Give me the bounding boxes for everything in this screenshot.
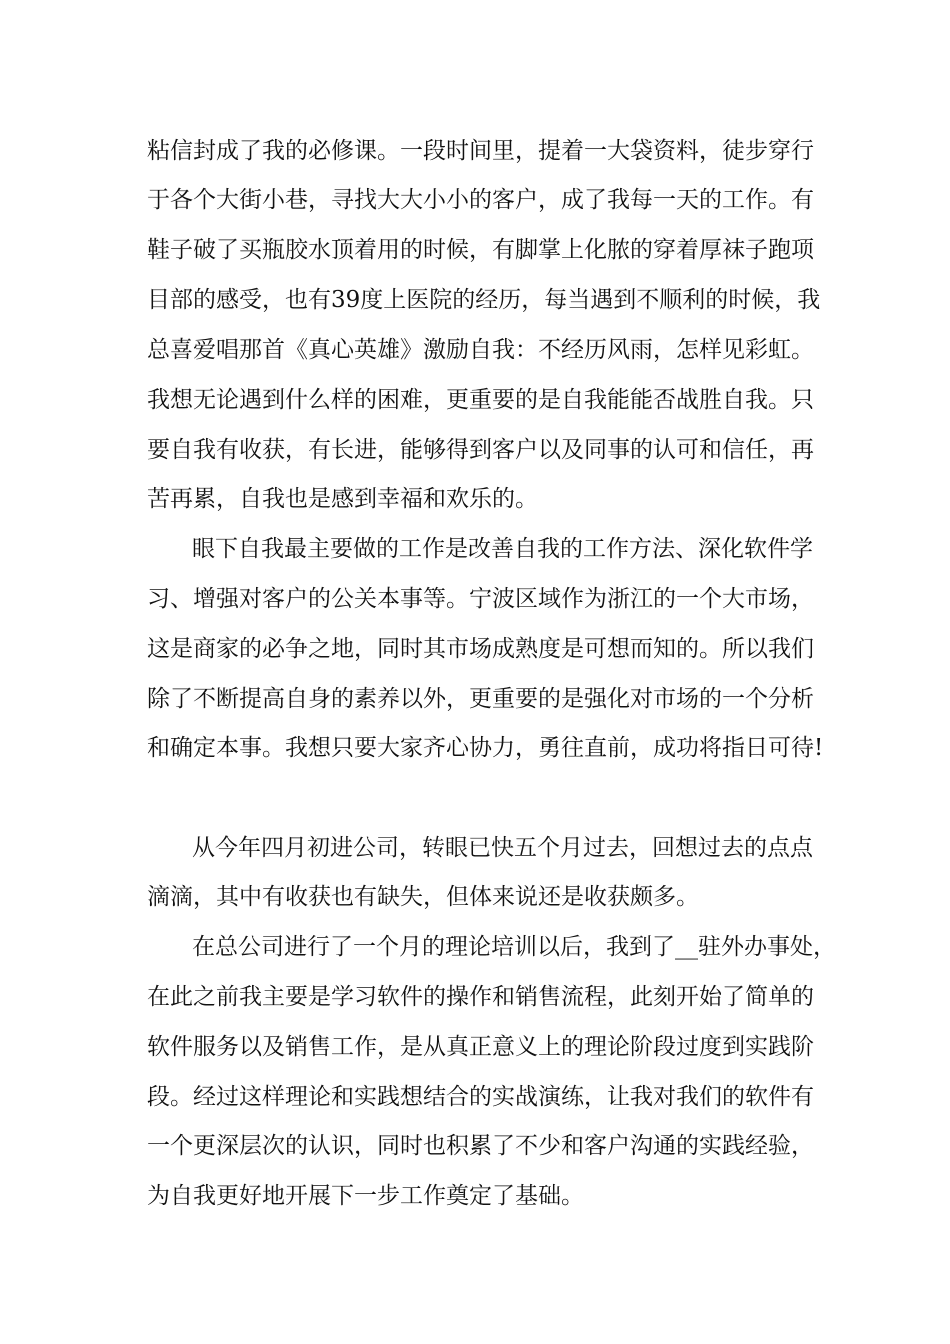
paragraph-4-line-3: 软件服务以及销售工作，是从真正意义上的理论阶段过度到实践阶 (147, 1034, 814, 1060)
paragraph-1-line-4: 目部的感受，也有39度上医院的经历，每当遇到不顺利的时候，我 (147, 287, 821, 313)
paragraph-2-line-5: 和确定本事。我想只要大家齐心协力，勇往直前，成功将指日可待! (147, 735, 824, 761)
paragraph-1-line-6: 我想无论遇到什么样的困难，更重要的是自我能能否战胜自我。只 (147, 387, 814, 413)
paragraph-4-line-5: 一个更深层次的认识，同时也积累了不少和客户沟通的实践经验， (147, 1133, 814, 1159)
paragraph-2-line-4: 除了不断提高自身的素养以外，更重要的是强化对市场的一个分析 (147, 686, 814, 712)
paragraph-2-line-1: 眼下自我最主要做的工作是改善自我的工作方法、深化软件学 (192, 536, 813, 562)
paragraph-4-line-1: 在总公司进行了一个月的理论培训以后，我到了__驻外办事处， (192, 934, 836, 960)
paragraph-1-line-2: 于各个大街小巷，寻找大大小小的客户，成了我每一天的工作。有 (147, 187, 814, 213)
paragraph-2-line-2: 习、增强对客户的公关本事等。宁波区域作为浙江的一个大市场， (147, 586, 814, 612)
paragraph-1-line-5: 总喜爱唱那首《真心英雄》激励自我：不经历风雨，怎样见彩虹。 (147, 337, 814, 363)
paragraph-4-line-4: 段。经过这样理论和实践想结合的实战演练，让我对我们的软件有 (147, 1084, 814, 1110)
paragraph-3-line-1: 从今年四月初进公司，转眼已快五个月过去，回想过去的点点 (192, 835, 813, 861)
paragraph-1-line-8: 苦再累，自我也是感到幸福和欢乐的。 (147, 486, 538, 512)
paragraph-2-line-3: 这是商家的必争之地，同时其市场成熟度是可想而知的。所以我们 (147, 636, 814, 662)
paragraph-1-line-3: 鞋子破了买瓶胶水顶着用的时候，有脚掌上化脓的穿着厚袜子跑项 (147, 237, 814, 263)
paragraph-3-line-2: 滴滴，其中有收获也有缺失，但体来说还是收获颇多。 (147, 884, 699, 910)
paragraph-4-line-2: 在此之前我主要是学习软件的操作和销售流程，此刻开始了简单的 (147, 984, 814, 1010)
paragraph-1-line-1: 粘信封成了我的必修课。一段时间里，提着一大袋资料，徒步穿行 (147, 138, 814, 164)
paragraph-1-line-7: 要自我有收获，有长进，能够得到客户以及同事的认可和信任，再 (147, 437, 814, 463)
paragraph-4-line-6: 为自我更好地开展下一步工作奠定了基础。 (147, 1183, 584, 1209)
